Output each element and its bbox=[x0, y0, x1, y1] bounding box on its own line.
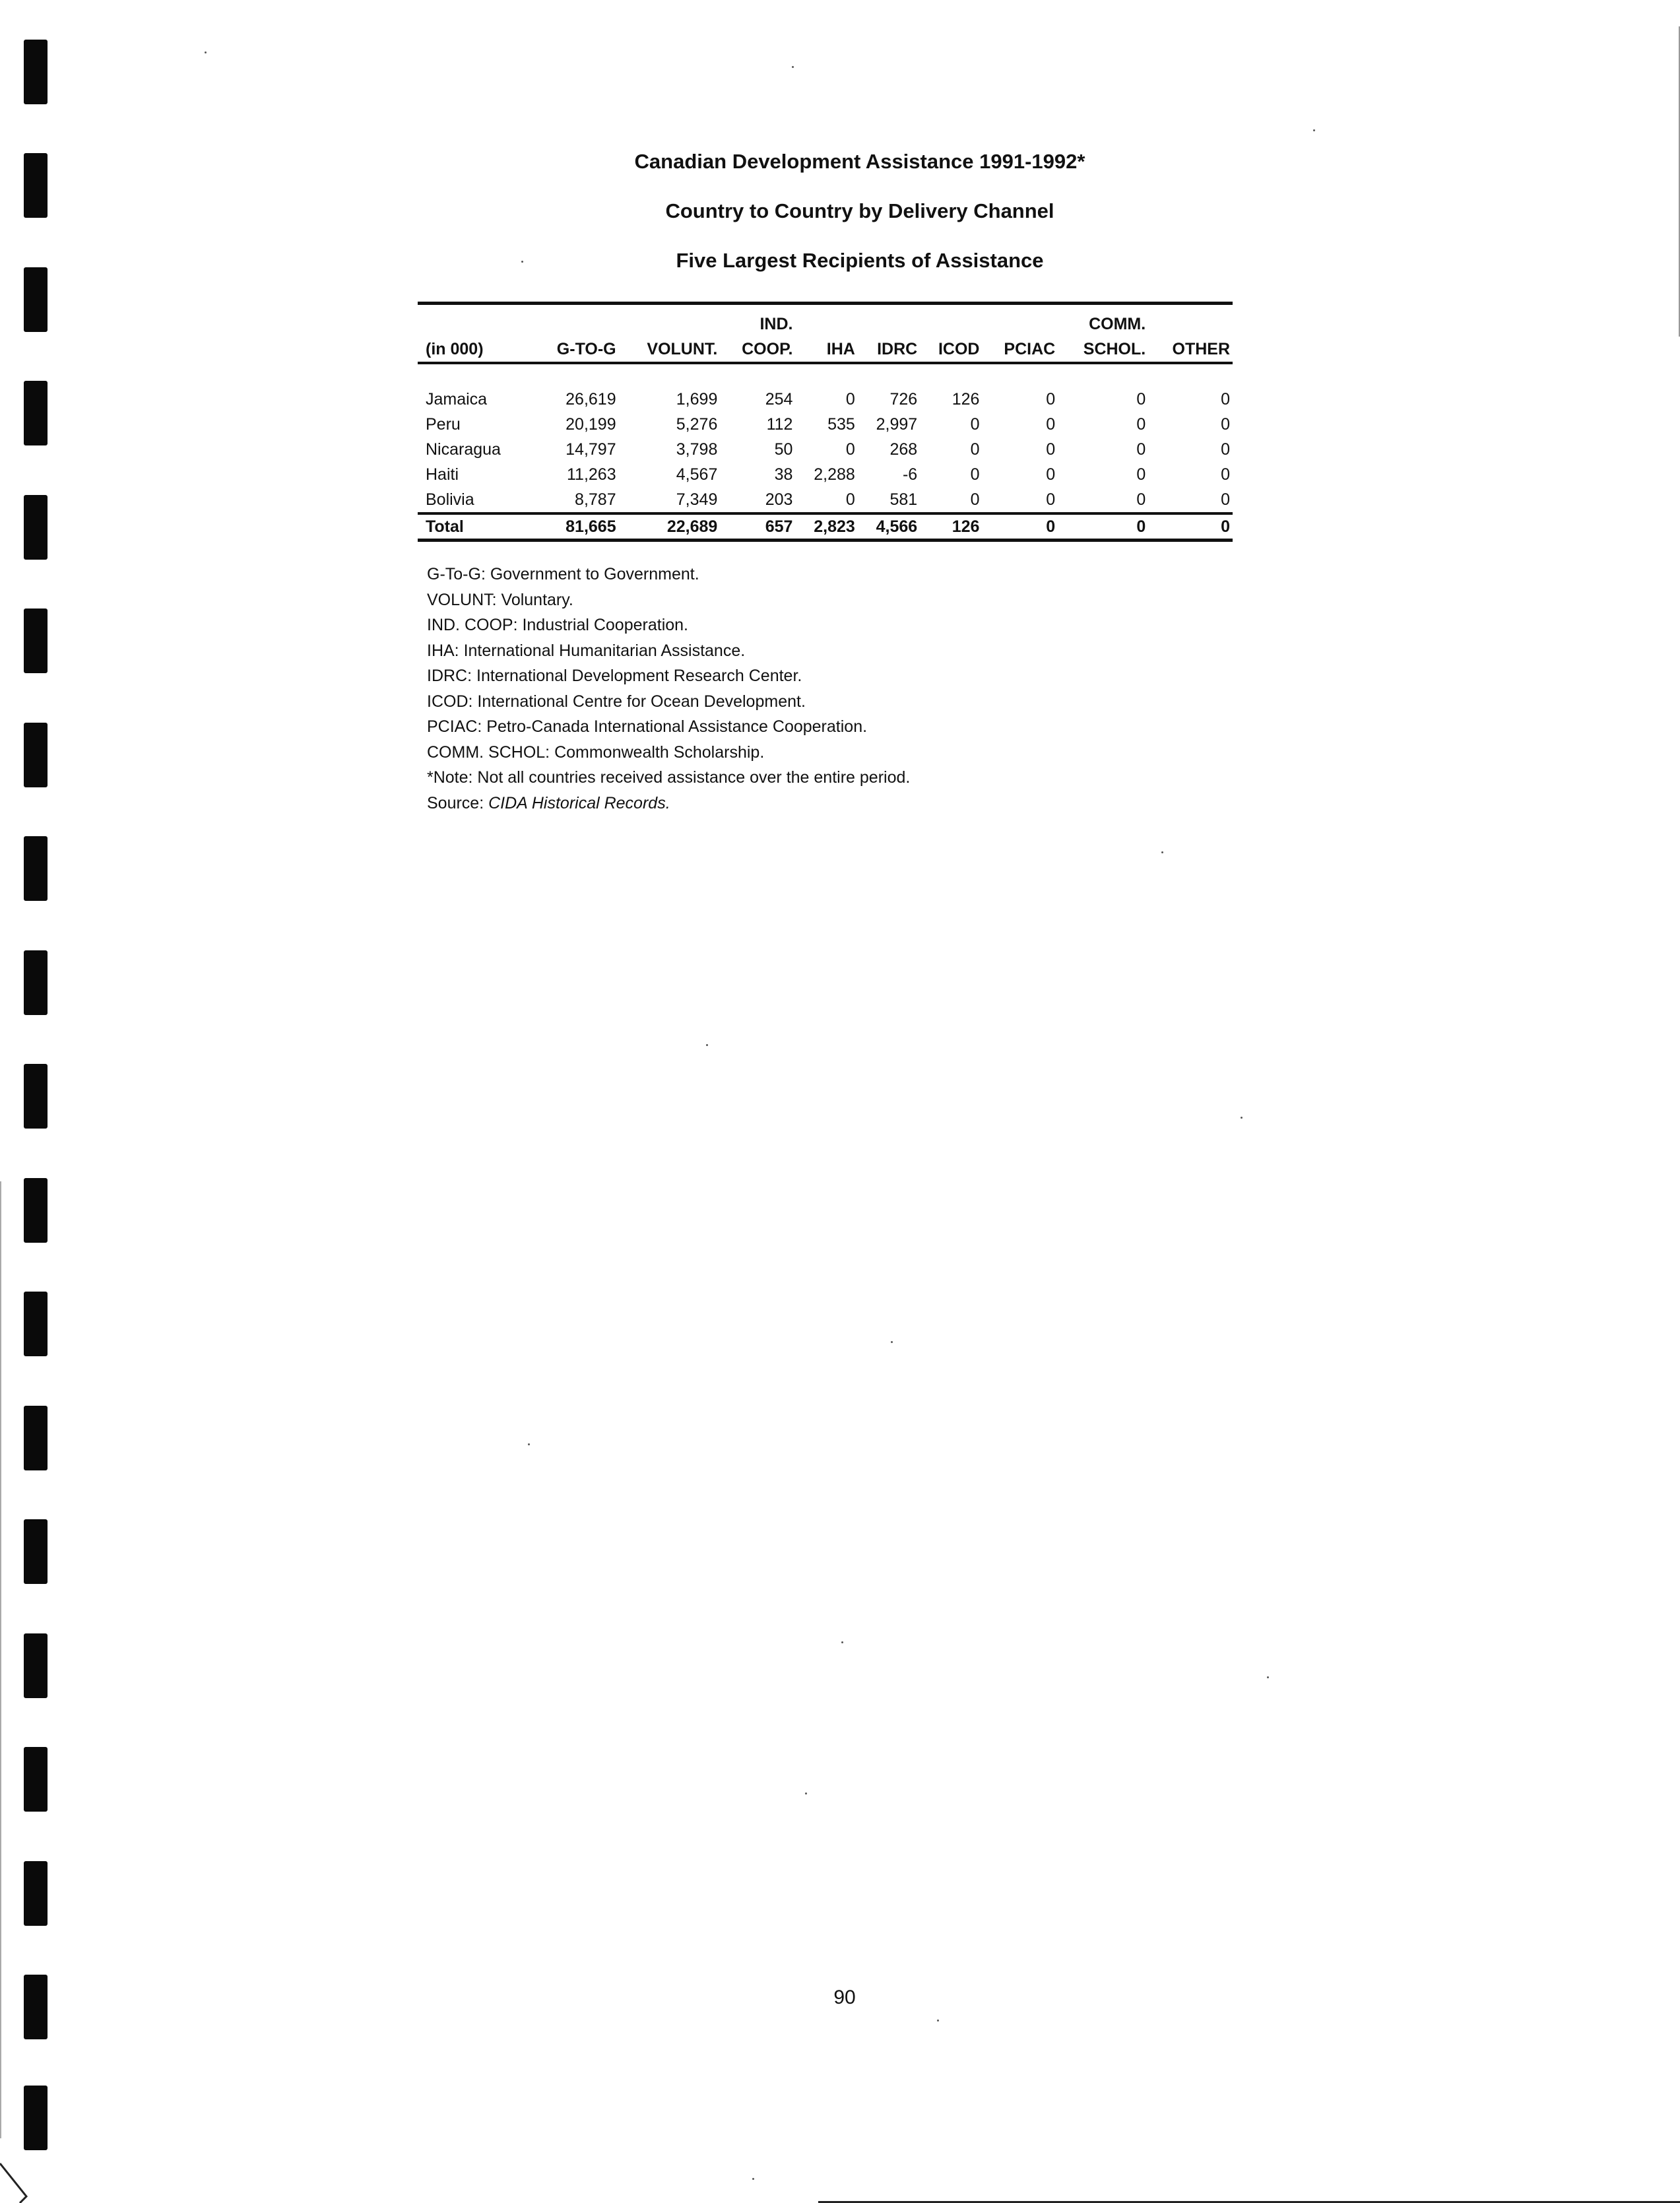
table-cell: 0 bbox=[1221, 465, 1230, 484]
scan-speck bbox=[528, 1443, 530, 1445]
document-title: Canadian Development Assistance 1991-1992* bbox=[634, 150, 1085, 173]
footnote: ICOD: International Centre for Ocean Development. bbox=[427, 692, 806, 711]
column-header bbox=[533, 304, 619, 335]
source-line bbox=[427, 791, 1285, 816]
scan-speck bbox=[937, 2020, 939, 2022]
binding-hole bbox=[24, 1975, 48, 2039]
binding-holes bbox=[24, 40, 51, 2152]
scan-speck bbox=[706, 1044, 708, 1046]
footnote: IND. COOP: Industrial Cooperation. bbox=[427, 616, 688, 634]
scan-speck bbox=[805, 1792, 807, 1794]
table-cell: 50 bbox=[774, 440, 793, 459]
footnote: IHA: International Humanitarian Assistance. bbox=[427, 641, 746, 660]
column-header bbox=[1148, 304, 1233, 335]
scan-speck bbox=[891, 1341, 893, 1343]
column-header bbox=[795, 304, 857, 335]
binding-hole bbox=[24, 153, 48, 218]
column-header bbox=[858, 304, 920, 335]
table-row bbox=[418, 487, 1233, 513]
total-row bbox=[418, 513, 1233, 541]
binding-hole bbox=[24, 836, 48, 901]
column-header: PCIAC bbox=[982, 334, 1058, 363]
page-number: 90 bbox=[833, 1987, 856, 2008]
table-cell: 0 bbox=[845, 389, 855, 409]
column-header bbox=[920, 304, 982, 335]
table-cell: 0 bbox=[1136, 465, 1146, 484]
table-cell: 1,699 bbox=[676, 389, 718, 409]
table-row bbox=[418, 462, 1233, 487]
footnote-note: *Note: Not all countries received assistance over the entire period. bbox=[427, 768, 911, 787]
total-cell: 4,566 bbox=[858, 513, 920, 541]
table-cell: 2,288 bbox=[814, 465, 855, 484]
binding-hole bbox=[24, 1519, 48, 1584]
table-cell: 7,349 bbox=[676, 490, 718, 509]
column-header: (in 000) bbox=[418, 334, 533, 363]
column-header bbox=[418, 304, 533, 335]
table-cell: 0 bbox=[970, 465, 980, 484]
table-spacer-row bbox=[418, 363, 1233, 387]
total-cell: 0 bbox=[982, 513, 1058, 541]
total-cell: 0 bbox=[1148, 513, 1233, 541]
table-cell: 0 bbox=[1046, 389, 1056, 409]
source-label: Source: bbox=[427, 793, 489, 812]
source-reference: CIDA Historical Records. bbox=[488, 793, 670, 812]
binding-hole bbox=[24, 2086, 48, 2150]
binding-hole bbox=[24, 495, 48, 560]
table-cell: 20,199 bbox=[565, 414, 616, 434]
table-cell: 268 bbox=[889, 440, 918, 459]
table-cell: 581 bbox=[889, 490, 918, 509]
table-cell: 0 bbox=[1046, 440, 1056, 459]
column-header bbox=[619, 304, 721, 335]
total-cell: 81,665 bbox=[533, 513, 619, 541]
scan-speck bbox=[792, 66, 794, 68]
footnote: G-To-G: Government to Government. bbox=[427, 565, 699, 583]
country-cell: Haiti bbox=[426, 465, 459, 484]
table-cell: 0 bbox=[970, 440, 980, 459]
column-header: IND. bbox=[720, 304, 795, 335]
table-cell: 11,263 bbox=[567, 465, 616, 484]
table-cell: 203 bbox=[765, 490, 793, 509]
table-cell: 14,797 bbox=[565, 440, 616, 459]
scan-speck bbox=[841, 1641, 843, 1643]
binding-hole bbox=[24, 950, 48, 1015]
assistance-table bbox=[418, 302, 1233, 542]
table-cell: 4,567 bbox=[676, 465, 718, 484]
binding-hole bbox=[24, 1633, 48, 1698]
binding-hole bbox=[24, 1064, 48, 1129]
table-header-row bbox=[418, 304, 1233, 335]
binding-hole bbox=[24, 267, 48, 332]
column-header bbox=[982, 304, 1058, 335]
table-cell: 0 bbox=[1046, 490, 1056, 509]
total-cell: 126 bbox=[920, 513, 982, 541]
scan-speck bbox=[205, 51, 207, 53]
total-cell: 657 bbox=[720, 513, 795, 541]
total-cell: 22,689 bbox=[619, 513, 721, 541]
binding-hole bbox=[24, 1747, 48, 1812]
page-edge-left bbox=[0, 1181, 1, 2138]
country-cell: Peru bbox=[426, 414, 461, 434]
table-cell: 0 bbox=[1221, 440, 1230, 459]
table-row bbox=[418, 412, 1233, 437]
table-cell: 8,787 bbox=[575, 490, 616, 509]
title-block bbox=[418, 149, 1302, 298]
table-cell: 254 bbox=[765, 389, 793, 409]
table-cell: 38 bbox=[774, 465, 793, 484]
column-header: OTHER bbox=[1148, 334, 1233, 363]
column-header: ICOD bbox=[920, 334, 982, 363]
column-header: G-TO-G bbox=[533, 334, 619, 363]
corner-fold bbox=[0, 2157, 46, 2203]
binding-hole bbox=[24, 381, 48, 445]
scan-speck bbox=[1241, 1117, 1243, 1119]
footnote: VOLUNT: Voluntary. bbox=[427, 590, 573, 609]
table-cell: 0 bbox=[1221, 414, 1230, 434]
table-row bbox=[418, 387, 1233, 412]
table-cell: 0 bbox=[1221, 490, 1230, 509]
table-cell: 0 bbox=[1136, 490, 1146, 509]
table-cell: 0 bbox=[845, 440, 855, 459]
scan-speck bbox=[1267, 1676, 1269, 1678]
column-header: SCHOL. bbox=[1058, 334, 1148, 363]
footnote: IDRC: International Development Research Center. bbox=[427, 667, 802, 685]
scan-speck bbox=[1161, 851, 1163, 853]
table-cell: 535 bbox=[827, 414, 855, 434]
table-cell: 0 bbox=[1136, 414, 1146, 434]
table-cell: 0 bbox=[1136, 389, 1146, 409]
table-cell: 0 bbox=[1046, 414, 1056, 434]
binding-hole bbox=[24, 1292, 48, 1356]
table-cell: 2,997 bbox=[876, 414, 918, 434]
scan-speck bbox=[1313, 129, 1315, 131]
table-cell: 0 bbox=[1046, 465, 1056, 484]
footnote: COMM. SCHOL: Commonwealth Scholarship. bbox=[427, 742, 765, 762]
table-cell: 5,276 bbox=[676, 414, 718, 434]
footnotes bbox=[427, 562, 1285, 816]
table-cell: 112 bbox=[766, 414, 793, 434]
binding-hole bbox=[24, 1178, 48, 1243]
binding-hole bbox=[24, 1861, 48, 1926]
table-cell: -6 bbox=[902, 465, 918, 484]
column-header: COOP. bbox=[720, 334, 795, 363]
table-cell: 0 bbox=[970, 414, 980, 434]
document-subtitle-2: Five Largest Recipients of Assistance bbox=[676, 249, 1044, 272]
country-cell: Jamaica bbox=[426, 389, 488, 409]
total-cell: 0 bbox=[1058, 513, 1148, 541]
document-subtitle: Country to Country by Delivery Channel bbox=[665, 199, 1054, 222]
binding-hole bbox=[24, 1406, 48, 1470]
table-header-row bbox=[418, 334, 1233, 363]
column-header: COMM. bbox=[1058, 304, 1148, 335]
table-cell: 126 bbox=[952, 389, 980, 409]
table-cell: 26,619 bbox=[565, 389, 616, 409]
binding-hole bbox=[24, 608, 48, 673]
country-cell: Bolivia bbox=[426, 490, 474, 509]
binding-hole bbox=[24, 723, 48, 787]
column-header: IDRC bbox=[858, 334, 920, 363]
binding-hole bbox=[24, 40, 48, 104]
footnote: PCIAC: Petro-Canada International Assistance Cooperation. bbox=[427, 717, 868, 736]
column-header: IHA bbox=[795, 334, 857, 363]
table-cell: 3,798 bbox=[676, 440, 718, 459]
country-cell: Nicaragua bbox=[426, 440, 501, 459]
scan-speck bbox=[752, 2178, 754, 2180]
column-header: VOLUNT. bbox=[619, 334, 721, 363]
table-cell: 726 bbox=[889, 389, 918, 409]
table-cell: 0 bbox=[845, 490, 855, 509]
total-label: Total bbox=[418, 513, 533, 541]
table-row bbox=[418, 437, 1233, 462]
table-cell: 0 bbox=[970, 490, 980, 509]
table-cell: 0 bbox=[1136, 440, 1146, 459]
total-cell: 2,823 bbox=[795, 513, 857, 541]
table-cell: 0 bbox=[1221, 389, 1230, 409]
